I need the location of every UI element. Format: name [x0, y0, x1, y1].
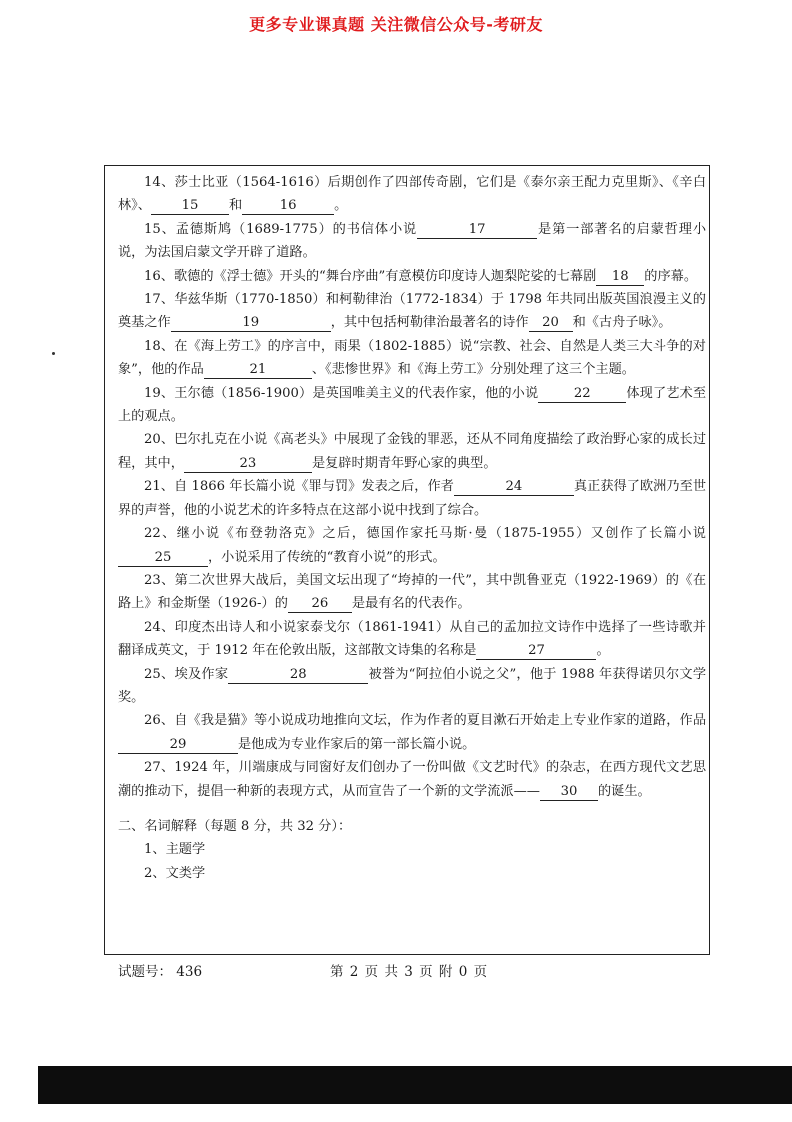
answer-blank: 29: [118, 737, 238, 754]
answer-blank: 18: [596, 269, 644, 286]
answer-blank: 19: [171, 315, 331, 332]
question-20: 20、巴尔扎克在小说《高老头》中展现了金钱的罪恶，还从不同角度描绘了政治野心家的成长过程，其中， 23 是复辟时期青年野心家的典型。: [118, 432, 707, 471]
question-19: 19、王尔德（1856-1900）是英国唯美主义的代表作家，他的小说 22 体现了艺术至上的观点。: [118, 385, 707, 425]
answer-blank: 23: [184, 456, 312, 473]
question-21: 21、自 1866 年长篇小说《罪与罚》发表之后，作者 24 真正获得了欧洲乃至世界的声誉，他的小说艺术的许多特点在这部小说中找到了综合。: [118, 479, 707, 518]
question-list: [118, 171, 706, 885]
answer-blank: 22: [538, 386, 626, 403]
answer-blank: 20: [529, 315, 573, 332]
answer-blank: 26: [288, 596, 352, 613]
question-25: 25、埃及作家 28 被誉为“阿拉伯小说之父”，他于 1988 年获得诺贝尔文学奖。: [118, 666, 707, 705]
question-17: 17、华兹华斯（1770-1850）和柯勒律治（1772-1834）于 1798 年共同出版英国浪漫主义的奠基之作 19 ，其中包括柯勒律治最著名的诗作 20 和《古舟子咏》。: [118, 292, 706, 331]
question-14: 14、莎士比亚（1564-1616）后期创作了四部传奇剧，它们是《泰尔亲王配力克里斯》、《辛白林》、 15 和 16 。: [118, 175, 707, 214]
answer-blank: 30: [540, 784, 598, 801]
scan-speck: [52, 352, 55, 355]
term-item: 2、文类学: [144, 865, 206, 881]
question-22: 22、继小说《布登勃洛克》之后，德国作家托马斯·曼（1875-1955）又创作了长篇小说25 ，小说采用了传统的“教育小说”的形式。: [118, 522, 706, 569]
page-number: 第 2 页 共 3 页 附 0 页: [330, 964, 489, 980]
banner-title: 更多专业课真题 关注微信公众号-考研友: [249, 15, 543, 34]
answer-blank: 28: [228, 667, 368, 684]
scan-edge-bar: [38, 1066, 792, 1104]
answer-blank: 24: [454, 479, 574, 496]
question-26: 26、自《我是猫》等小说成功地推向文坛，作为作者的夏目漱石开始走上专业作家的道路，作品29 是他成为专业作家后的第一部长篇小说。: [118, 709, 706, 756]
answer-blank: 25: [118, 550, 208, 567]
question-27: 27、1924 年，川端康成与同窗好友们创办了一份叫做《文艺时代》的杂志，在西方现代文艺思潮的推动下，提倡一种新的表现方式，从而宣告了一个新的文学流派—— 30 的诞生。: [118, 760, 707, 799]
term-item: 1、主题学: [144, 842, 206, 858]
answer-blank: 16: [242, 198, 334, 215]
section-heading: 二、名词解释（每题 8 分，共 32 分）：: [118, 818, 352, 834]
question-18: 18、在《海上劳工》的序言中，雨果（1802-1885）说“宗教、社会、自然是人类三大斗争的对象”，他的作品 21 、《悲惨世界》和《海上劳工》分别处理了这三个主题。: [118, 338, 706, 378]
answer-blank: 27: [476, 643, 596, 660]
answer-blank: 15: [151, 198, 229, 215]
answer-blank: 21: [204, 362, 312, 379]
question-23: 23、第二次世界大战后，美国文坛出现了“垮掉的一代”，其中凯鲁亚克（1922-1969）的《在路上》和金斯堡（1926-）的 26 是最有名的代表作。: [118, 572, 707, 612]
exam-code: 试题号： 436: [118, 964, 203, 980]
answer-blank: 17: [417, 222, 537, 239]
question-15: 15、孟德斯鸠（1689-1775）的书信体小说 17 是第一部著名的启蒙哲理小说，为法国启蒙文学开辟了道路。: [118, 221, 707, 261]
question-16: 16、歌德的《浮士德》开头的“舞台序曲”有意模仿印度诗人迦梨陀娑的七幕剧 18 的序幕。: [144, 268, 698, 284]
question-24: 24、印度杰出诗人和小说家泰戈尔（1861-1941）从自己的孟加拉文诗作中选择了一些诗歌并翻译成英文，于 1912 年在伦敦出版，这部散文诗集的名称是 27 。: [118, 619, 706, 659]
